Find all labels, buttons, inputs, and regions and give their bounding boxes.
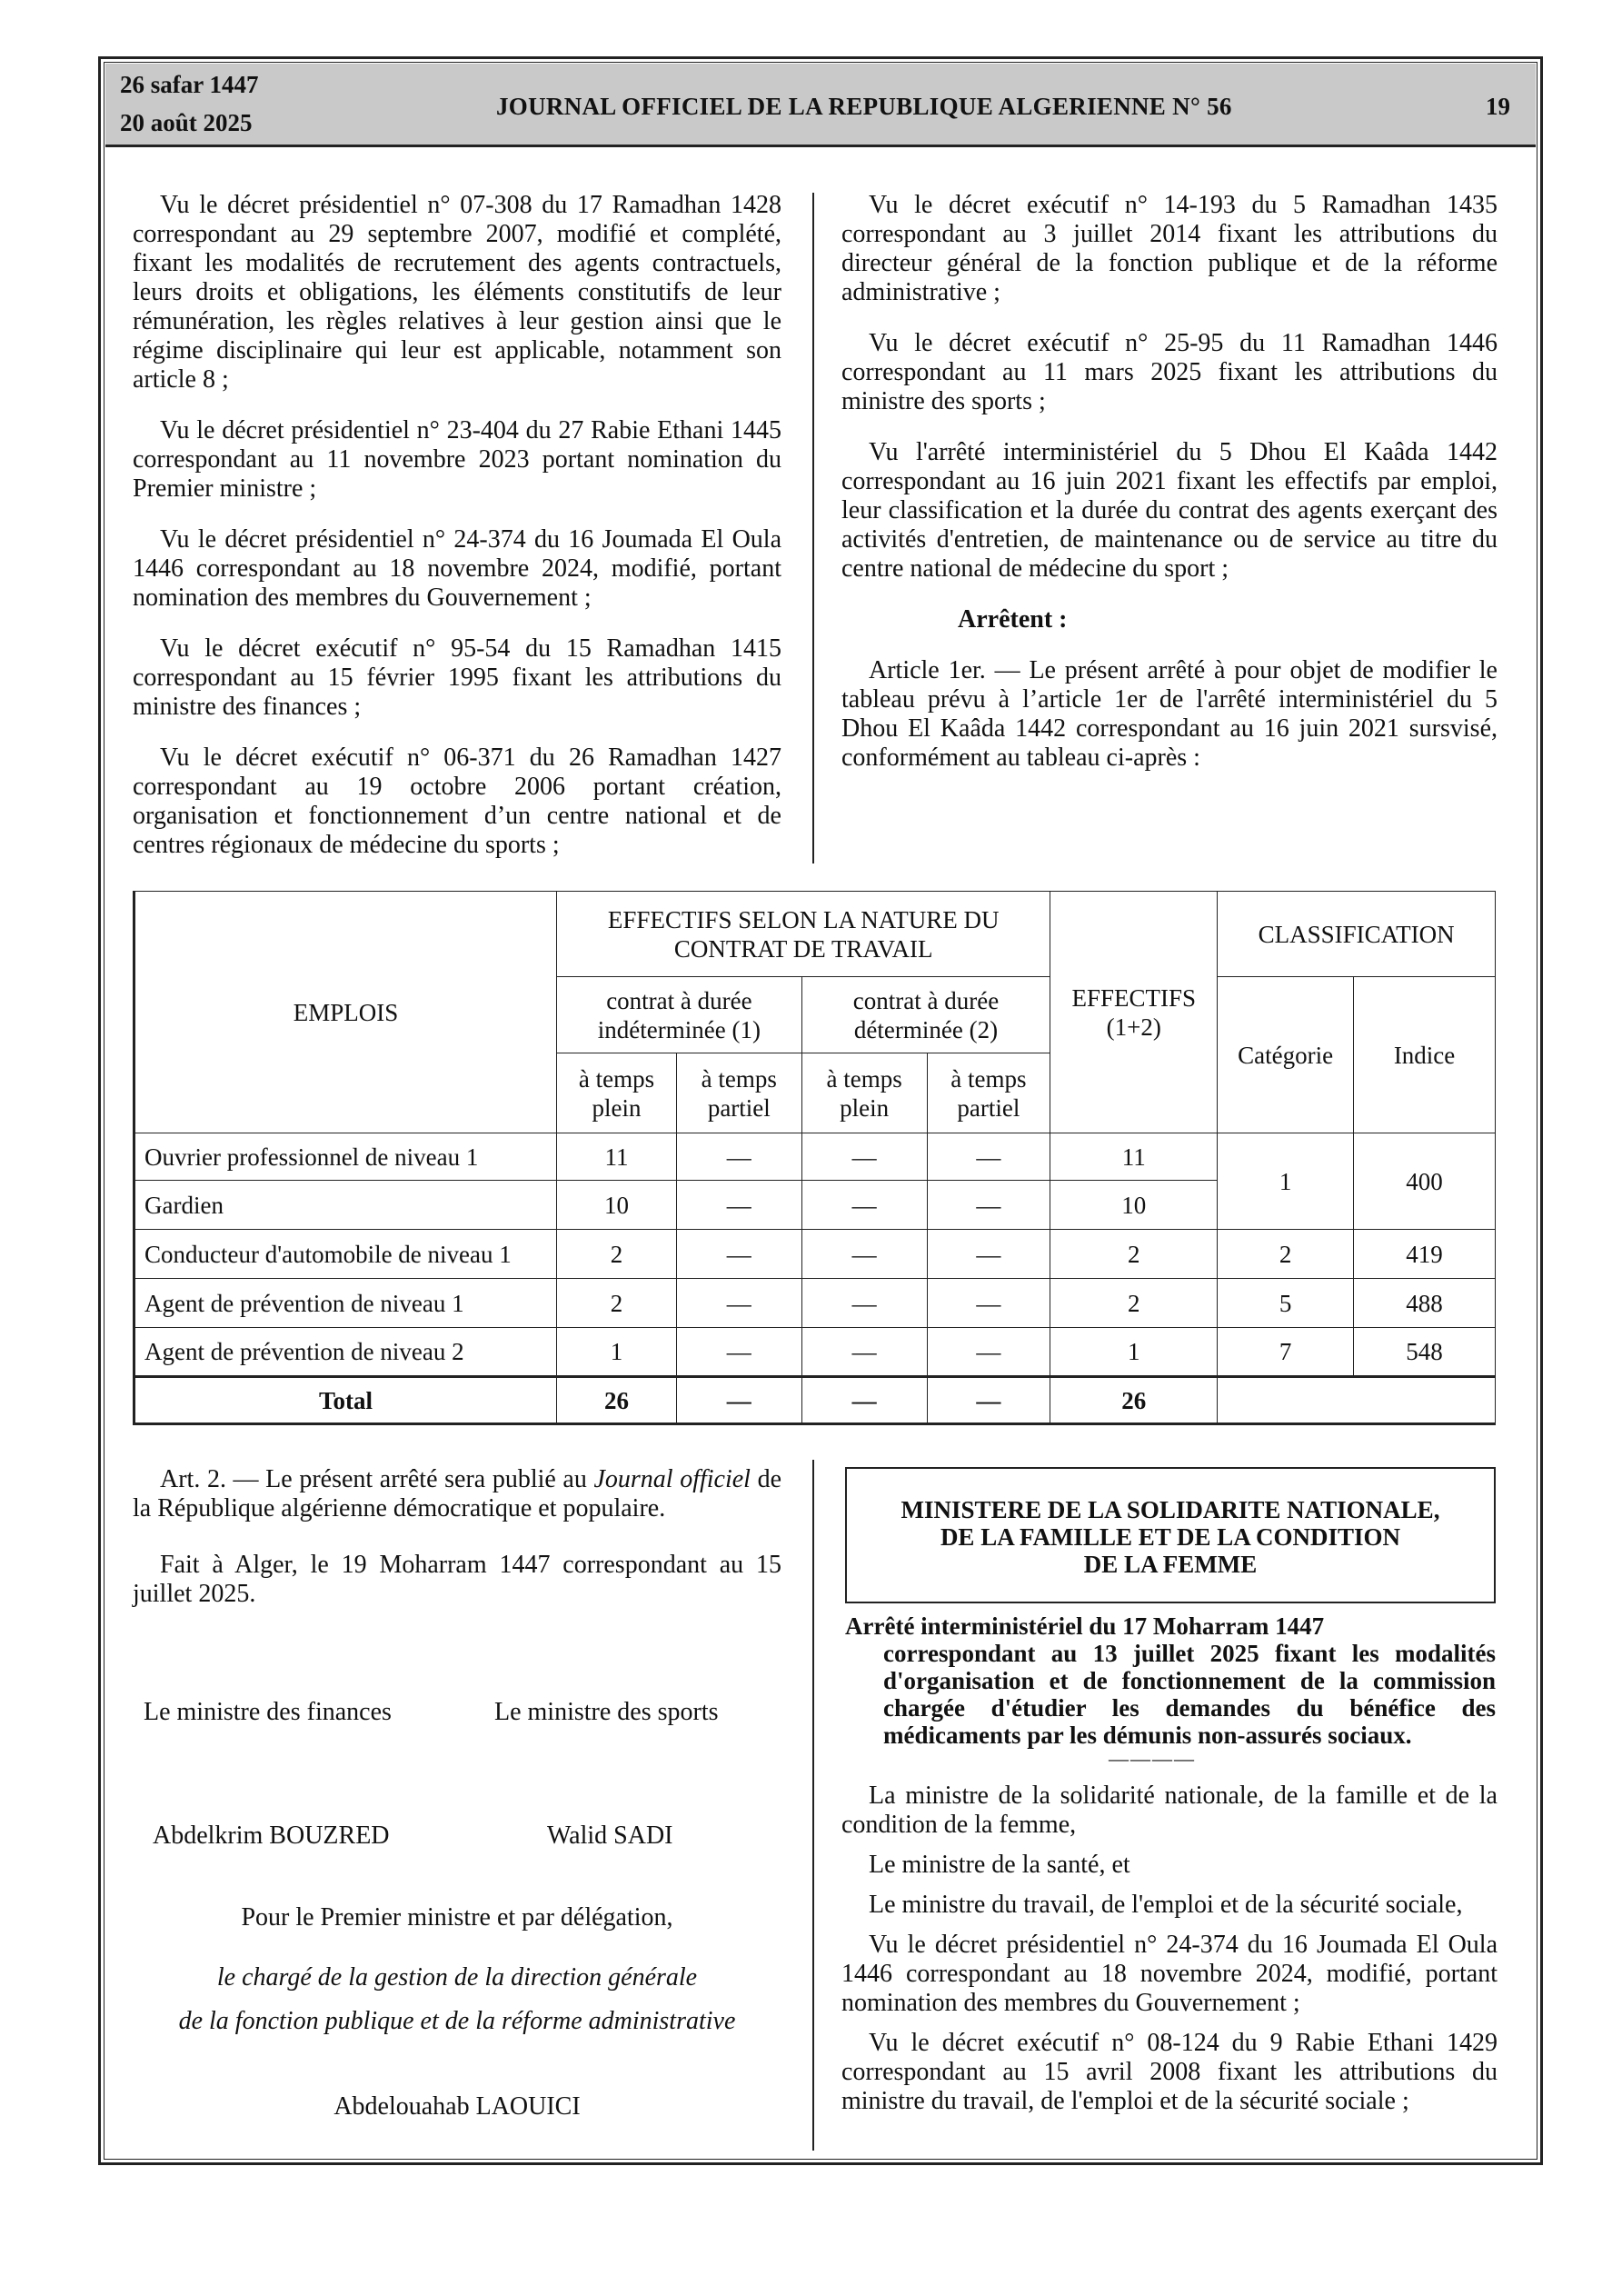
visa-paragraph: Vu le décret exécutif n° 95-54 du 15 Ramadhan 1415 correspondant au 15 février 1995 fixant les attributions du ministre des finances ; xyxy=(133,634,781,721)
header-cdd: contrat à durée déterminée (2) xyxy=(801,977,1050,1053)
signatory-name: Walid SADI xyxy=(547,1822,673,1850)
journal-header xyxy=(105,64,1536,147)
charge-line: le chargé de la gestion de la direction générale xyxy=(216,1963,698,1992)
journal-title: JOURNAL OFFICIEL DE LA REPUBLIQUE ALGERIENNE N° 56 xyxy=(496,93,1232,120)
charge-line: de la fonction publique et de la réforme administrative xyxy=(178,2007,736,2035)
header-categorie: Catégorie xyxy=(1218,977,1354,1133)
header-temps-partiel: à temps partiel xyxy=(676,1053,801,1133)
cell-value: — xyxy=(801,1279,927,1328)
visa-paragraph: Vu le décret exécutif n° 14-193 du 5 Ramadhan 1435 correspondant au 3 juillet 2014 fixant les attributions du directeur général de la fonction publique et de la réforme administrative ; xyxy=(841,191,1498,306)
cell-emploi: Agent de prévention de niveau 2 xyxy=(134,1328,557,1377)
cell-empty xyxy=(1218,1377,1496,1424)
cell-value: 1 xyxy=(1050,1328,1218,1377)
table-row xyxy=(134,1230,1496,1279)
preamble-paragraph: La ministre de la solidarité nationale, de la famille et de la condition de la femme, xyxy=(841,1782,1498,1839)
cell-value: — xyxy=(676,1279,801,1328)
cell-value: — xyxy=(676,1230,801,1279)
cell-indice: 400 xyxy=(1354,1133,1496,1230)
cell-value: — xyxy=(676,1181,801,1230)
cell-value: 26 xyxy=(557,1377,677,1424)
header-emplois: EMPLOIS xyxy=(134,892,557,1133)
cell-value: — xyxy=(927,1279,1050,1328)
table-row xyxy=(134,1279,1496,1328)
column-divider xyxy=(812,193,814,863)
arretent-heading: Arrêtent : xyxy=(958,605,1068,634)
header-temps-partiel: à temps partiel xyxy=(927,1053,1050,1133)
cell-value: 26 xyxy=(1050,1377,1218,1424)
cell-emploi: Conducteur d'automobile de niveau 1 xyxy=(134,1230,557,1279)
effectifs-table xyxy=(133,891,1496,1425)
cell-value: — xyxy=(801,1328,927,1377)
signatory-name: Abdelkrim BOUZRED xyxy=(153,1822,390,1850)
cell-indice: 548 xyxy=(1354,1328,1496,1377)
cell-value: — xyxy=(927,1181,1050,1230)
delegation-text: Pour le Premier ministre et par délégation, xyxy=(241,1903,673,1932)
signatory-title: Le ministre des finances xyxy=(144,1698,392,1726)
page-number: 19 xyxy=(1486,93,1510,120)
header-indice: Indice xyxy=(1354,977,1496,1133)
header-temps-plein: à temps plein xyxy=(801,1053,927,1133)
preamble-paragraph: Vu le décret exécutif n° 08-124 du 9 Rabie Ethani 1429 correspondant au 15 avril 2008 fixant les attributions du ministre du travail, de l'emploi et de la sécurité sociale ; xyxy=(841,2029,1498,2115)
visa-paragraph: Vu le décret exécutif n° 06-371 du 26 Ramadhan 1427 correspondant au 19 octobre 2006 portant création, organisation et fonctionnement d’un centre national et de centres régionaux de médecine du sports ; xyxy=(133,744,781,859)
arrete-title-first: Arrêté interministériel du 17 Moharram 1447 xyxy=(845,1612,1325,1640)
cell-categorie: 7 xyxy=(1218,1328,1354,1377)
cell-value: 2 xyxy=(1050,1230,1218,1279)
article-2-text: Art. 2. — Le présent arrêté sera publié au xyxy=(160,1465,594,1493)
cell-value: 10 xyxy=(557,1181,677,1230)
ministry-box xyxy=(845,1467,1496,1603)
cell-value: — xyxy=(676,1328,801,1377)
separator-dashes: ———— xyxy=(1109,1747,1196,1770)
cell-value: — xyxy=(676,1133,801,1181)
signatory-title: Le ministre des sports xyxy=(494,1698,719,1726)
cell-emploi: Gardien xyxy=(134,1181,557,1230)
header-effectifs-nature: EFFECTIFS SELON LA NATURE DU CONTRAT DE TRAVAIL xyxy=(557,892,1050,977)
preamble-paragraph: Vu le décret présidentiel n° 24-374 du 16 Joumada El Oula 1446 correspondant au 18 novembre 2024, modifié, portant nomination des membres du Gouvernement ; xyxy=(841,1931,1498,2017)
header-classification: CLASSIFICATION xyxy=(1218,892,1496,977)
right-column xyxy=(841,191,1498,794)
cell-value: — xyxy=(927,1328,1050,1377)
cell-value: — xyxy=(801,1181,927,1230)
article-2-text: de la République algérienne démocratique et populaire. xyxy=(133,1465,781,1522)
ministry-line: DE LA FEMME xyxy=(1083,1551,1258,1578)
article-1: Article 1er. — Le présent arrêté à pour objet de modifier le tableau prévu à l’article 1er de l'arrêté interministériel du 5 Dhou El Kaâda 1442 correspondant au 16 juin 2021 sursvisé, conformément au tableau ci-après : xyxy=(841,656,1498,772)
table-row xyxy=(134,1133,1496,1181)
cell-value: 1 xyxy=(557,1328,677,1377)
arrete-title-rest: correspondant au 13 juillet 2025 fixant les modalités d'organisation et de fonctionnement de la commission chargée d'étudier les demandes du bénéfice des médicaments par les démunis non-assurés sociaux. xyxy=(883,1640,1496,1749)
cell-value: — xyxy=(927,1377,1050,1424)
header-cdi: contrat à durée indéterminée (1) xyxy=(557,977,802,1053)
table-row xyxy=(134,1328,1496,1377)
visa-paragraph: Vu le décret présidentiel n° 23-404 du 27 Rabie Ethani 1445 correspondant au 11 novembre 2023 portant nomination du Premier ministre ; xyxy=(133,416,781,503)
visa-paragraph: Vu l'arrêté interministériel du 5 Dhou El Kaâda 1442 correspondant au 16 juin 2021 fixant les effectifs par emploi, leur classification et la durée du contrat des agents exerçant des activités d'entretien, de maintenance ou de service au titre du centre national de médecine du sport ; xyxy=(841,438,1498,583)
left-column xyxy=(133,191,781,882)
preamble-paragraph: Le ministre du travail, de l'emploi et de la sécurité sociale, xyxy=(869,1891,1463,1919)
column-divider xyxy=(812,1460,814,2151)
header-date-hijri: 26 safar 1447 xyxy=(120,71,259,98)
cell-indice: 419 xyxy=(1354,1230,1496,1279)
fait-a-alger: Fait à Alger, le 19 Moharram 1447 correspondant au 15 juillet 2025. xyxy=(133,1551,781,1608)
cell-value: 11 xyxy=(557,1133,677,1181)
cell-value: — xyxy=(927,1133,1050,1181)
cell-value: 11 xyxy=(1050,1133,1218,1181)
cell-total-label: Total xyxy=(134,1377,557,1424)
cell-value: 10 xyxy=(1050,1181,1218,1230)
cell-categorie: 2 xyxy=(1218,1230,1354,1279)
cell-indice: 488 xyxy=(1354,1279,1496,1328)
journal-officiel-italic: Journal officiel xyxy=(593,1465,751,1493)
cell-value: — xyxy=(676,1377,801,1424)
arrete-title xyxy=(845,1612,1496,1749)
signatory-name: Abdelouahab LAOUICI xyxy=(333,2092,581,2121)
cell-value: — xyxy=(801,1133,927,1181)
preamble-paragraph: Le ministre de la santé, et xyxy=(869,1851,1130,1879)
cell-categorie: 5 xyxy=(1218,1279,1354,1328)
article-2-block xyxy=(133,1465,781,1636)
visa-paragraph: Vu le décret présidentiel n° 24-374 du 16 Joumada El Oula 1446 correspondant au 18 novembre 2024, modifié, portant nomination des membres du Gouvernement ; xyxy=(133,525,781,612)
header-date-gregorian: 20 août 2025 xyxy=(120,109,253,136)
cell-value: — xyxy=(801,1230,927,1279)
ministry-line: DE LA FAMILLE ET DE LA CONDITION xyxy=(940,1523,1401,1551)
table-total-row xyxy=(134,1377,1496,1424)
cell-categorie: 1 xyxy=(1218,1133,1354,1230)
article-2 xyxy=(133,1465,781,1523)
cell-value: — xyxy=(927,1230,1050,1279)
cell-value: — xyxy=(801,1377,927,1424)
visa-paragraph: Vu le décret exécutif n° 25-95 du 11 Ramadhan 1446 correspondant au 11 mars 2025 fixant les attributions du ministre des sports ; xyxy=(841,329,1498,415)
right-column-lower xyxy=(841,1782,1498,2127)
header-temps-plein: à temps plein xyxy=(557,1053,677,1133)
visa-paragraph: Vu le décret présidentiel n° 07-308 du 17 Ramadhan 1428 correspondant au 29 septembre 2007, modifié et complété, fixant les modalités de recrutement des agents contractuels, leurs droits et obligations, les éléments constitutifs de leur rémunération, les règles relatives à leur gestion ainsi que le régime disciplinaire qui leur est applicable, notamment son article 8 ; xyxy=(133,191,781,394)
cell-value: 2 xyxy=(557,1230,677,1279)
cell-emploi: Agent de prévention de niveau 1 xyxy=(134,1279,557,1328)
cell-emploi: Ouvrier professionnel de niveau 1 xyxy=(134,1133,557,1181)
ministry-line: MINISTERE DE LA SOLIDARITE NATIONALE, xyxy=(901,1496,1440,1523)
cell-value: 2 xyxy=(1050,1279,1218,1328)
cell-value: 2 xyxy=(557,1279,677,1328)
header-effectifs-total: EFFECTIFS (1+2) xyxy=(1050,892,1218,1133)
